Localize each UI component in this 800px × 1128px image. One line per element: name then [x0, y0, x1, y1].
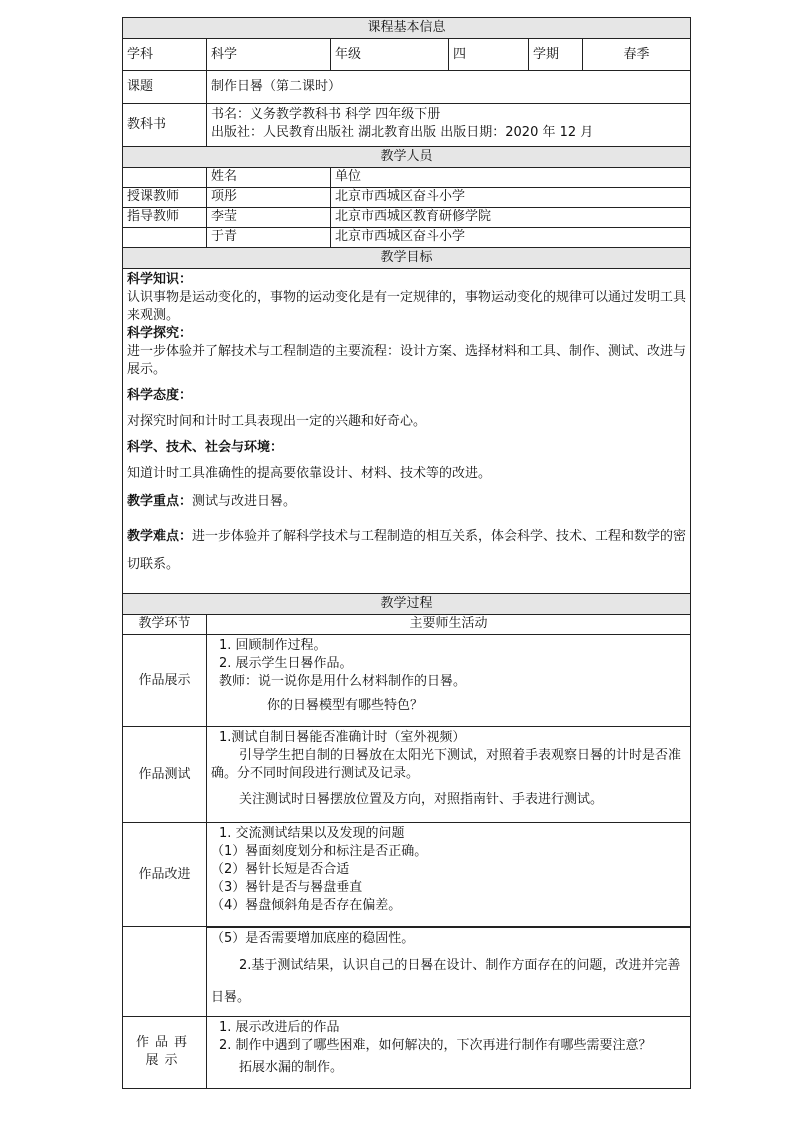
textbook-label: 教科书: [123, 104, 207, 147]
topic-label: 课题: [123, 71, 207, 104]
activity-reshow: [207, 1016, 691, 1088]
activity-line: （3）晷针是否与晷盘垂直: [211, 880, 363, 895]
activity-line: 1. 交流测试结果以及发现的问题: [219, 826, 405, 841]
activity-line: 1. 回顾制作过程。: [219, 638, 327, 653]
goal-knowledge-title: 科学知识：: [127, 272, 193, 287]
activity-line: （4）晷盘倾斜角是否存在偏差。: [211, 898, 402, 913]
staff-role-header-cell: [123, 168, 207, 188]
textbook-info: [207, 104, 691, 147]
staff-name-header: 姓名: [207, 168, 331, 188]
goal-difficulty-text: 进一步体验并了解科学技术与工程制造的相互关系，体会科学、技术、工程和数学的密切联系。: [127, 529, 687, 572]
process-stage-header: 教学环节: [123, 615, 207, 635]
staff-unit: 北京市西城区奋斗小学: [331, 188, 691, 208]
activity-test: [207, 727, 691, 823]
activity-line: 2. 制作中遇到了哪些困难，如何解决的，下次再进行制作有哪些需要注意？: [219, 1037, 652, 1053]
activity-line: 关注测试时日晷摆放位置及方向，对照指南针、手表进行测试。: [239, 792, 604, 807]
goal-knowledge-text: 认识事物是运动变化的，事物的运动变化是有一定规律的，事物运动变化的规律可以通过发明工具来观测。: [127, 290, 687, 323]
goal-sts-title: 科学、技术、社会与环境：: [127, 440, 284, 455]
goal-key-title: 教学重点：: [127, 494, 193, 509]
staff-role-teacher: 授课教师: [123, 188, 207, 208]
staff-role-advisor: 指导教师: [123, 208, 207, 228]
goal-attitude-text: 对探究时间和计时工具表现出一定的兴趣和好奇心。: [127, 414, 427, 429]
activity-improve-continued: [207, 927, 691, 1017]
staff-name: 项彤: [207, 188, 331, 208]
stage-test: 作品测试: [123, 727, 207, 823]
section-header-basic-info: 课程基本信息: [123, 18, 691, 39]
goal-difficulty: [127, 523, 686, 579]
staff-name: 于青: [207, 228, 331, 248]
activity-line: 教师：说一说你是用什么材料制作的日晷。: [219, 674, 467, 689]
stage-improve: 作品改进: [123, 823, 207, 927]
textbook-title-line: 书名：义务教学教科书 科学 四年级下册: [211, 107, 441, 122]
grade-label: 年级: [331, 39, 449, 71]
subject-value: 科学: [207, 39, 331, 71]
activity-line: 1.测试自制日晷能否准确计时（室外视频）: [219, 730, 466, 745]
teaching-goals-content: [123, 269, 691, 594]
term-label: 学期: [529, 39, 583, 71]
activity-line: 2. 展示学生日晷作品。: [219, 656, 353, 671]
topic-value: 制作日晷（第二课时）: [207, 71, 691, 104]
activity-line: 1. 展示改进后的作品: [219, 1019, 340, 1035]
lesson-plan-document: [122, 17, 690, 1089]
stage-reshow: 作品再展示: [123, 1016, 207, 1088]
term-value: 春季: [583, 39, 691, 71]
activity-line: （1）晷面刻度划分和标注是否正确。: [211, 844, 428, 859]
activity-improve: [207, 823, 691, 927]
textbook-publisher-line: 出版社：人民教育出版社 湖北教育出版 出版日期：2020 年 12 月: [211, 125, 594, 140]
activity-line: 拓展水漏的制作。: [239, 1059, 344, 1075]
activity-line: （2）晷针长短是否合适: [211, 862, 350, 877]
staff-unit-header: 单位: [331, 168, 691, 188]
lesson-plan-table: [122, 17, 691, 1089]
goal-inquiry-title: 科学探究：: [127, 326, 193, 341]
activity-line: （5）是否需要增加底座的稳固性。: [211, 930, 415, 946]
goal-sts-text: 知道计时工具准确性的提高要依靠设计、材料、技术等的改进。: [127, 466, 492, 481]
goal-attitude-title: 科学态度：: [127, 388, 193, 403]
staff-unit: 北京市西城区教育研修学院: [331, 208, 691, 228]
staff-role-empty: [123, 228, 207, 248]
process-activity-header: 主要师生活动: [207, 615, 691, 635]
section-header-process: 教学过程: [123, 594, 691, 615]
goal-key-point: [127, 493, 686, 511]
stage-improve-continued: [123, 927, 207, 1017]
activity-show: [207, 635, 691, 727]
stage-show: 作品展示: [123, 635, 207, 727]
staff-unit: 北京市西城区奋斗小学: [331, 228, 691, 248]
goal-difficulty-title: 教学难点：: [127, 529, 193, 544]
subject-label: 学科: [123, 39, 207, 71]
goal-inquiry-text: 进一步体验并了解技术与工程制造的主要流程：设计方案、选择材料和工具、制作、测试、改进与展示。: [127, 344, 687, 377]
goal-key-text: 测试与改进日晷。: [192, 494, 297, 509]
section-header-goals: 教学目标: [123, 248, 691, 269]
activity-line: 2.基于测试结果，认识自己的日晷在设计、制作方面存在的问题，改进并完善日晷。: [211, 957, 681, 1005]
staff-name: 李莹: [207, 208, 331, 228]
section-header-staff: 教学人员: [123, 147, 691, 168]
activity-line: 引导学生把自制的日晷放在太阳光下测试，对照着手表观察日晷的计时是否准确。分不同时间段进行测试及记录。: [211, 748, 682, 781]
grade-value: 四: [449, 39, 529, 71]
activity-line: 你的日晷模型有哪些特色？: [267, 698, 424, 713]
